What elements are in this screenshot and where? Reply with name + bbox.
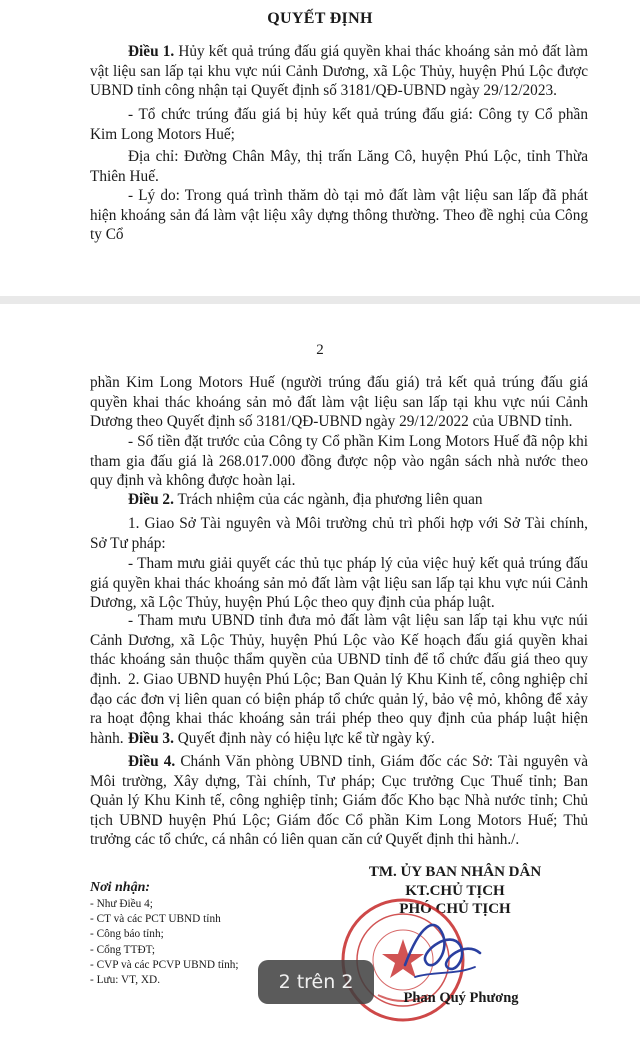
page-gap xyxy=(0,296,640,304)
signer-name: Phan Quý Phương xyxy=(403,990,519,1006)
article-1-text: Hủy kết quả trúng đấu giá quyền khai thác khoáng sản mỏ đất làm vật liệu san lấp tại khu vực núi Cảnh Dương, xã Lộc Thủy, huyện Phú Lộc được UBND tỉnh công nhận tại Quyết định số 3181/QĐ-UBND ngày 29/12/2023. xyxy=(90,43,588,100)
signature-org: TM. ỦY BAN NHÂN DÂN xyxy=(368,864,542,880)
article-4 xyxy=(90,752,588,850)
document-page-1 xyxy=(0,0,640,296)
page-number: 2 xyxy=(316,342,324,358)
reason-paragraph: - Lý do: Trong quá trình thăm dò tại mỏ đất làm vật liệu san lấp đã phát hiện khoáng sản đá làm vật liệu xây dựng thông thường. Theo đề nghị của Công ty Cổ xyxy=(90,187,588,244)
article-3-label: Điều 3. xyxy=(128,730,174,747)
article-2-text: Trách nhiệm của các ngành, địa phương liên quan xyxy=(173,491,483,508)
recipient-item: - Lưu: VT, XD. xyxy=(90,974,161,987)
article-2-label: Điều 2. xyxy=(128,491,174,508)
document-title: QUYẾT ĐỊNH xyxy=(267,10,373,27)
article-4-label: Điều 4. xyxy=(128,753,176,770)
signature-authority: KT.CHỦ TỊCH xyxy=(405,883,505,899)
recipient-item: - Cổng TTĐT; xyxy=(90,943,156,956)
continuation-paragraph: phần Kim Long Motors Huế (người trúng đấu giá) trả kết quả trúng đấu giá quyền khai thác khoáng sản mỏ đất làm vật liệu san lấp tại khu vực núi Cảnh Dương theo Quyết định số 3181/QĐ-UBND ngày 29/12/2022 của UBND tỉnh. xyxy=(90,374,588,431)
recipient-item: - CT và các PCT UBND tỉnh xyxy=(90,913,221,926)
article-3 xyxy=(90,729,588,749)
article-2-item-2: 2. Giao UBND huyện Phú Lộc; Ban Quản lý Khu Kinh tế, công nghiệp chỉ đạo các đơn vị liên quan có biện pháp tổ chức quản lý, bảo vệ mỏ, không để xảy ra hoạt động khai thác khoáng sản trái phép theo quy định của pháp luật hiện hành. xyxy=(90,671,588,747)
organization-address: Địa chỉ: Đường Chân Mây, thị trấn Lăng Cô, huyện Phú Lộc, tỉnh Thừa Thiên Huế. xyxy=(90,148,588,185)
article-2-item-1: 1. Giao Sở Tài nguyên và Môi trường chủ trì phối hợp với Sở Tài chính, Sở Tư pháp: xyxy=(90,515,588,552)
recipients-heading: Nơi nhận: xyxy=(90,880,151,895)
article-1-label: Điều 1. xyxy=(128,43,175,60)
article-4-text: Chánh Văn phòng UBND tỉnh, Giám đốc các Sở: Tài nguyên và Môi trường, Xây dựng, Tài chính, Tư pháp; Cục trưởng Cục Thuế tỉnh; Ban Quản lý Khu Kinh tế, công nghiệp tỉnh; Giám đốc Kho bạc Nhà nước tỉnh; Chủ tịch UBND huyện Phú Lộc; Giám đốc Cổ phần Kim Long Motors Huế; Thủ trưởng các tổ chức, cá nhân có liên quan căn cứ Quyết định thi hành./. xyxy=(90,753,588,849)
deposit-paragraph: - Số tiền đặt trước của Công ty Cổ phần Kim Long Motors Huế đã nộp khi tham gia đấu giá là 268.017.000 đồng được nộp vào ngân sách nhà nước theo quy định và không được hoàn lại. xyxy=(90,433,588,490)
signature-position: PHÓ CHỦ TỊCH xyxy=(399,901,511,917)
article-1 xyxy=(90,42,588,101)
recipient-item: - Như Điều 4; xyxy=(90,898,153,910)
winning-organization: - Tổ chức trúng đấu giá bị hủy kết quả trúng đấu giá: Công ty Cổ phần Kim Long Motors Huế; xyxy=(90,106,588,143)
article-3-text: Quyết định này có hiệu lực kể từ ngày ký. xyxy=(173,730,435,747)
handwritten-signature-icon xyxy=(395,905,490,990)
page-indicator-text: 2 trên 2 xyxy=(278,971,354,993)
article-2-item-1b: - Tham mưu UBND tỉnh đưa mỏ đất làm vật liệu san lấp tại khu vực núi Cảnh Dương, xã Lộc Thủy, huyện Phú Lộc vào Kế hoạch đấu giá quyền khai thác khoáng sản thuộc thẩm quyền của UBND tỉnh để tổ chức đấu giá theo quy định. xyxy=(90,612,588,688)
cut-off-text-line xyxy=(270,0,390,6)
recipient-item: - CVP và các PCVP UBND tỉnh; xyxy=(90,958,239,971)
page-indicator-badge[interactable] xyxy=(258,960,374,1004)
article-2 xyxy=(90,490,588,510)
recipient-item: - Công báo tỉnh; xyxy=(90,928,164,941)
article-2-item-1a: - Tham mưu giải quyết các thủ tục pháp lý của việc huỷ kết quả trúng đấu giá quyền khai thác khoáng sản mỏ đất làm vật liệu san lấp tại khu vực núi Cảnh Dương, xã Lộc Thủy, huyện Phú Lộc theo quy định của pháp luật. xyxy=(90,555,588,612)
